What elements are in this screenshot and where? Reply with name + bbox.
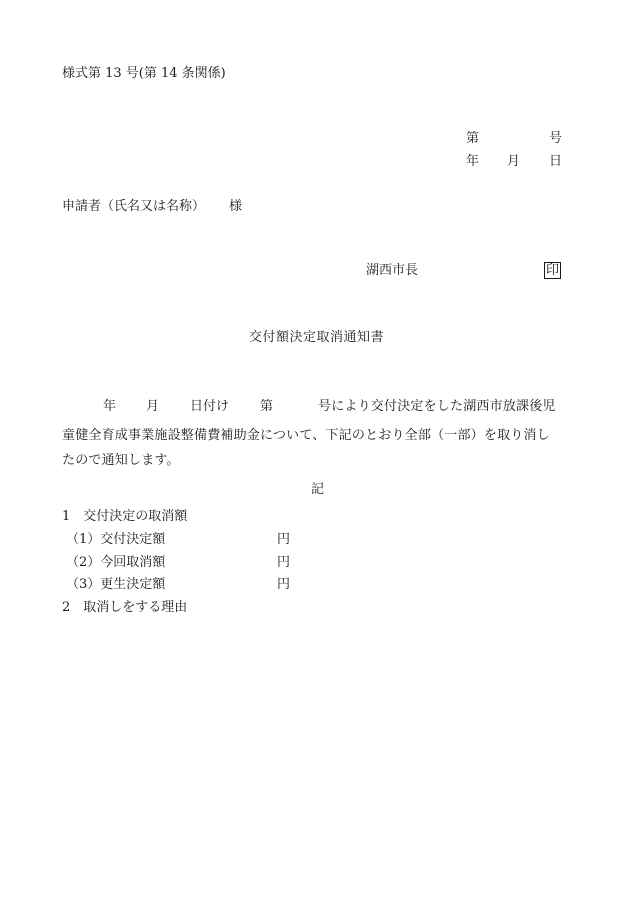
date-day: 日 [549,154,563,169]
body-line-2: 童健全育成事業施設整備費補助金について、下記のとおり全部（一部）を取り消し [62,428,550,443]
item-row-1-label: （1）交付決定額 [66,532,166,547]
body-year: 年 [103,399,117,414]
form-id: 様式第 13 号(第 14 条関係) [62,66,226,81]
recipient-label: 申請者（氏名又は名称） [62,199,206,214]
seal-mark: 印 [546,263,560,278]
body-number-prefix: 第 [260,399,274,414]
body-month: 月 [146,399,160,414]
ki-heading: 記 [311,482,325,497]
item-row-3-label: （3）更生決定額 [66,577,166,592]
body-dated: 日付け [190,399,230,414]
item-row-2-label: （2）今回取消額 [66,555,166,570]
date-year: 年 [466,154,480,169]
item-row-2-unit: 円 [277,555,291,570]
date-month: 月 [507,154,521,169]
item-row-3-unit: 円 [277,577,291,592]
issuer-name: 湖西市長 [366,263,419,278]
section-2-heading: 2 取消しをする理由 [62,600,188,615]
item-row-1-unit: 円 [277,532,291,547]
number-suffix: 号 [549,131,563,146]
section-1-heading: 1 交付決定の取消額 [62,509,188,524]
number-prefix: 第 [466,131,480,146]
recipient-honorific: 様 [229,199,243,214]
body-line-1-text: 号により交付決定をした湖西市放課後児 [318,399,556,414]
body-line-3: たので通知します。 [62,453,180,468]
document-title: 交付額決定取消通知書 [249,330,385,345]
